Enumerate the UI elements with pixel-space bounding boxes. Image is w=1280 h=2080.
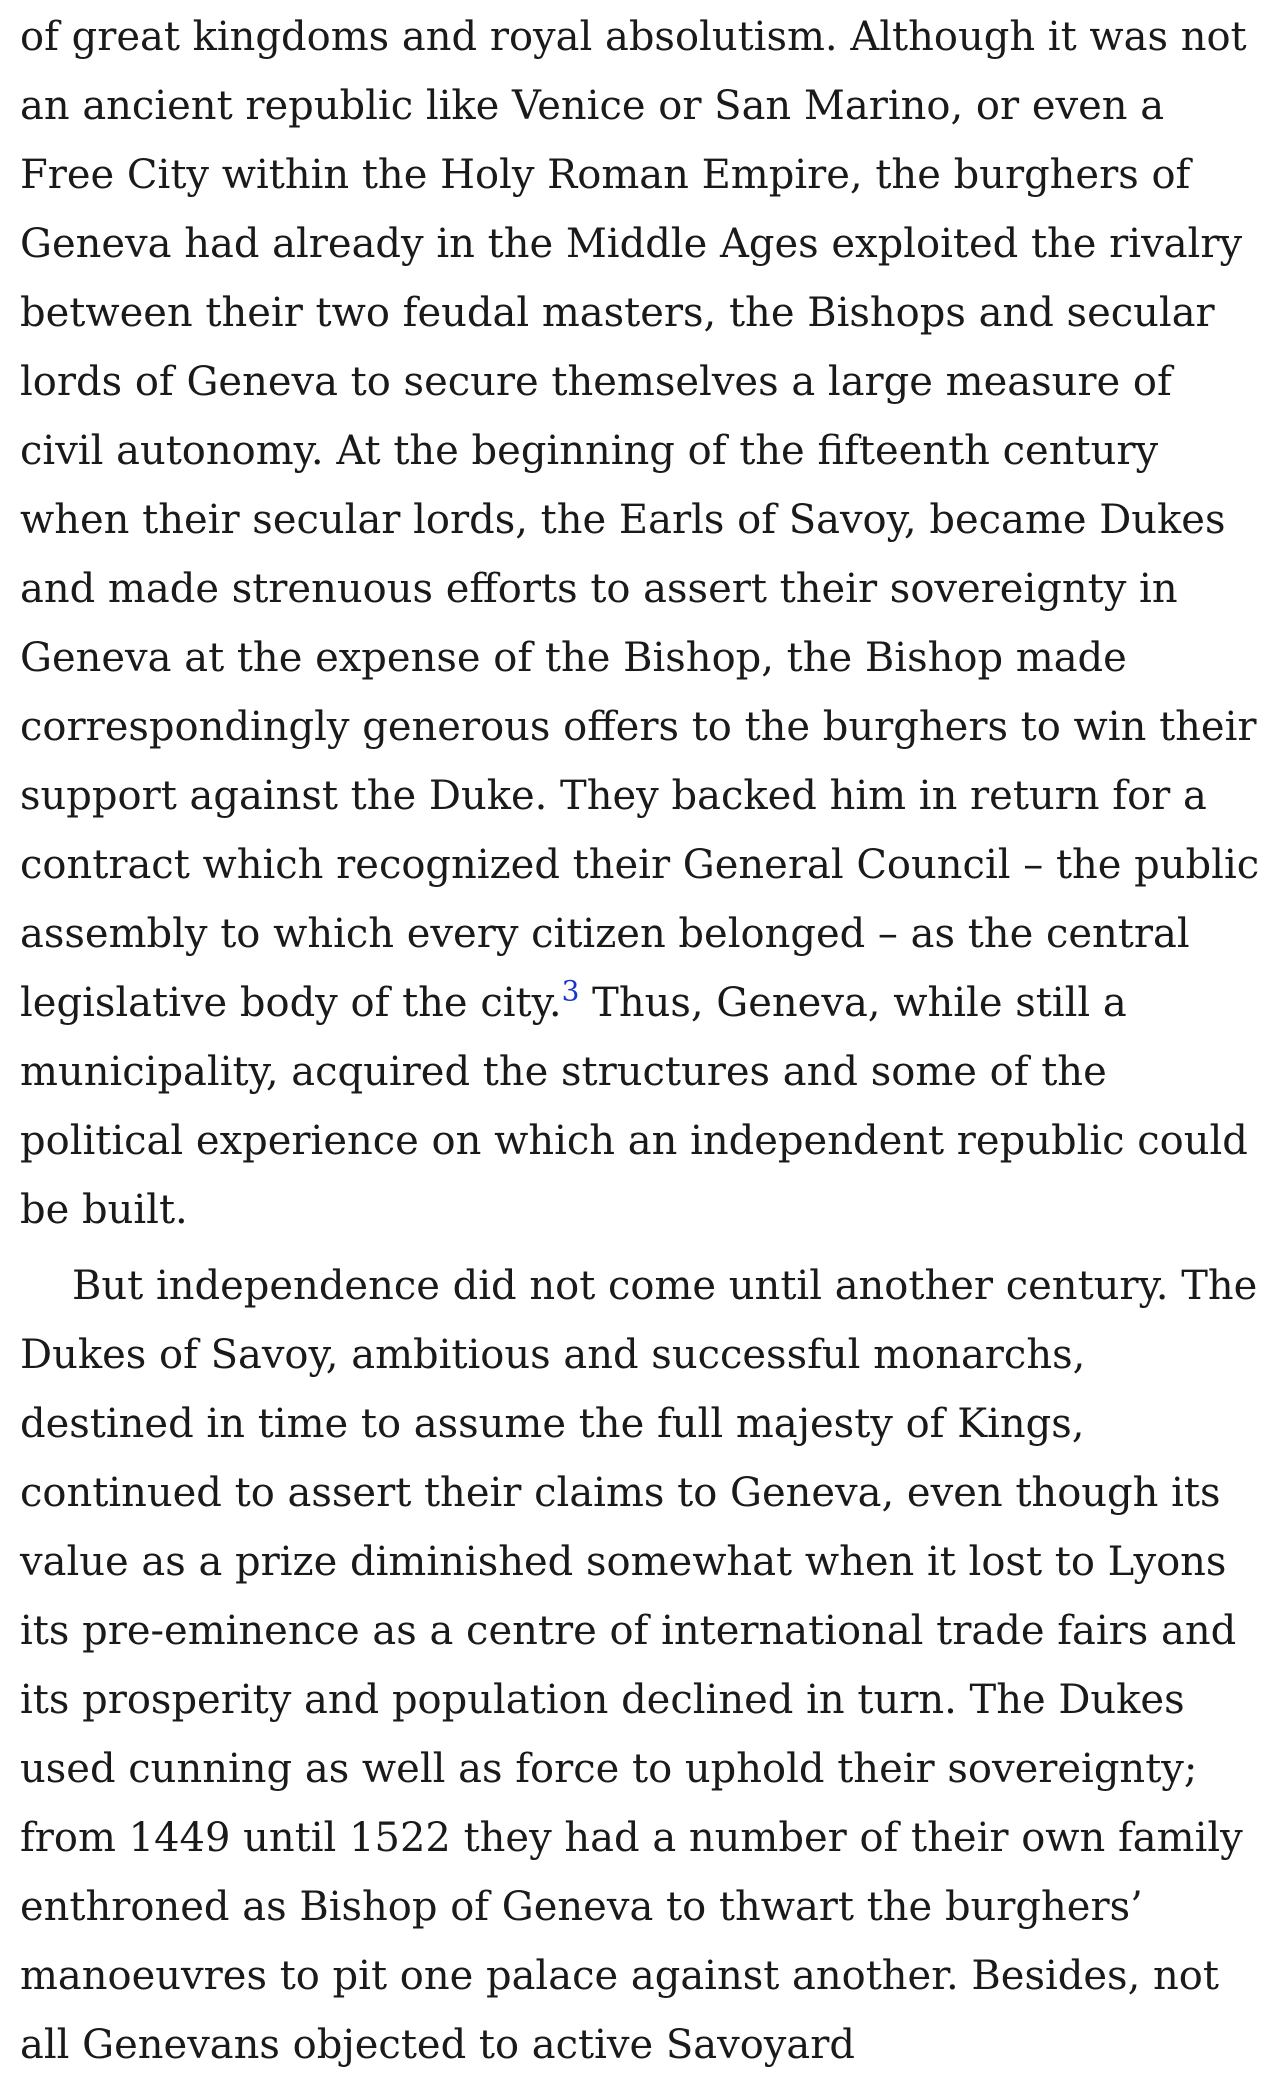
paragraph-2-text: But independence did not come until another century. The Dukes of Savoy, ambitious and successful monarchs, destined in time to assume the full majesty of Kings, continued to assert their claims to Geneva, even though its value as a prize diminished somewhat when it lost to Lyons its pre-eminence as a centre of international trade fairs and its prosperity and population declined in turn. The Dukes used cunning as well as force to uphold their sovereignty; from 1449 until 1522 they had a number of their own family enthroned as Bishop of Geneva to thwart the burghers’ manoeuvres to pit one palace against another. Besides, not all Genevans objected to active Savoyard [20, 1263, 1258, 2068]
paragraph-1-text: of great kingdoms and royal absolutism. Although it was not an ancient republic like Venice or San Marino, or even a Free City within the Holy Roman Empire, the burghers of Geneva had already in the Middle Ages exploited the rivalry between their two feudal masters, the Bishops and secular lords of Geneva to secure themselves a large measure of civil autonomy. At the beginning of the fifteenth century when their secular lords, the Earls of Savoy, became Dukes and made strenuous efforts to assert their sovereignty in Geneva at the expense of the Bishop, the Bishop made correspondingly generous offers to the burghers to win their support against the Duke. They backed him in return for a contract which recognized their General Council – the public assembly to which every citizen belonged – as the central legislative body of the city. [20, 14, 1260, 1026]
paragraph-1-continuation: Thus, Geneva, while still a municipality, acquired the structures and some of the political experience on which an independent republic could be built. [20, 980, 1248, 1233]
footnote-link-3[interactable]: 3 [561, 974, 580, 1008]
paragraph-1 [20, 3, 1260, 1245]
article-body [20, 0, 1260, 2080]
paragraph-2 [20, 1252, 1260, 2080]
